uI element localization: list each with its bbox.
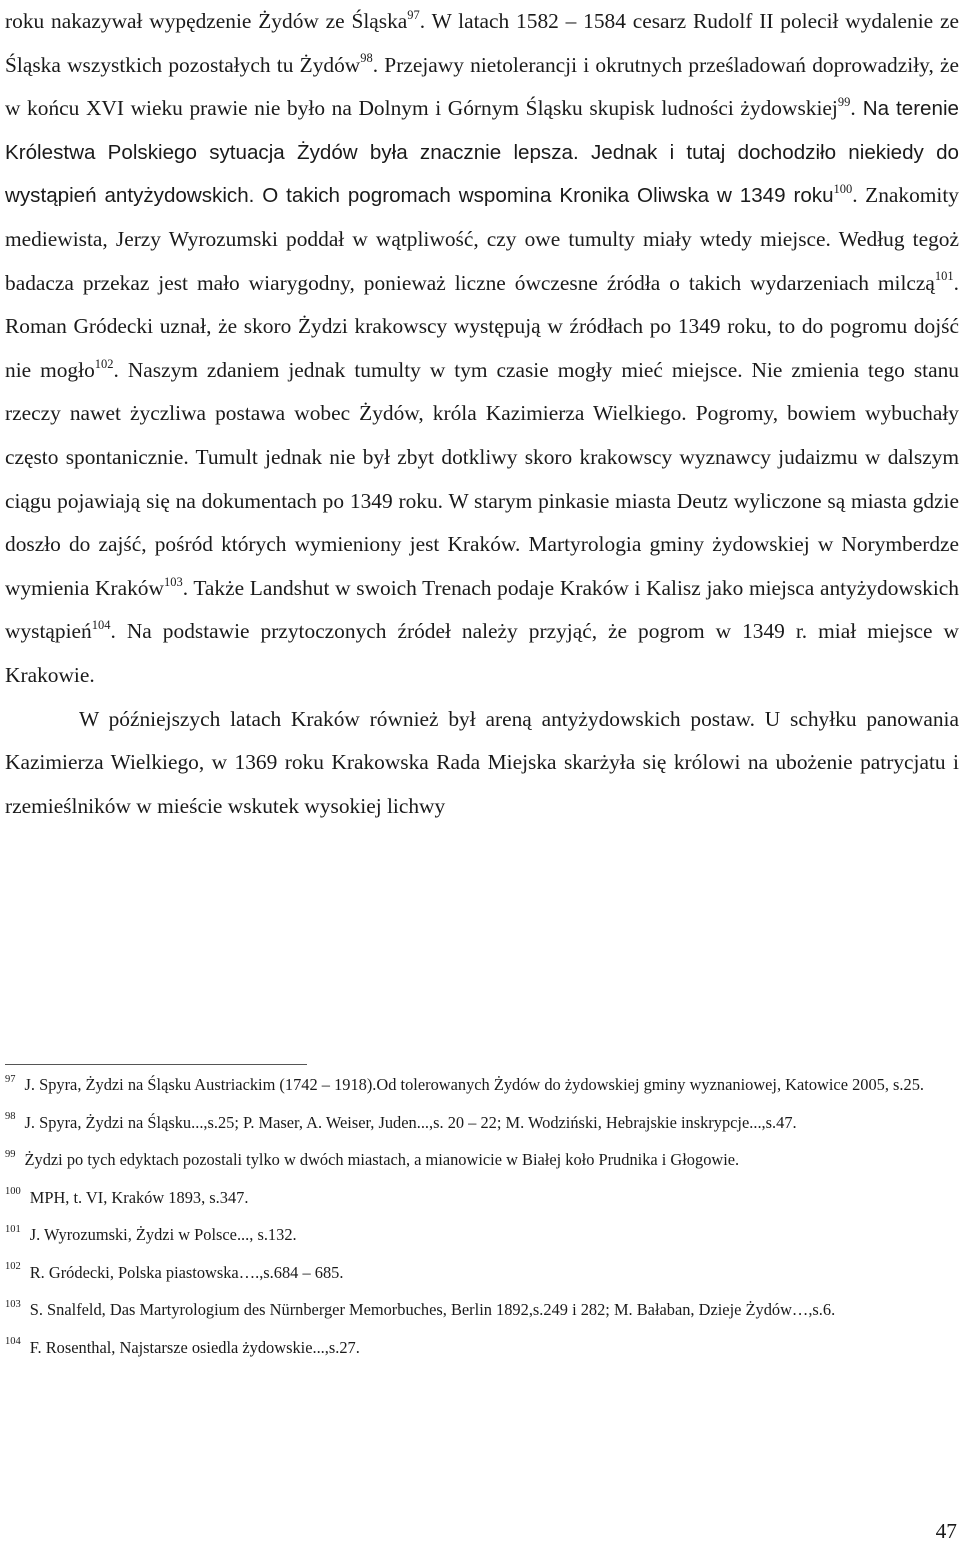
footnote-97 [5,1071,959,1100]
footnote-ref-102[interactable]: 102 [94,356,114,371]
footnote-ref-98[interactable]: 98 [360,51,373,66]
footnote-text: F. Rosenthal, Najstarsze osiedla żydowskie...,s.27. [29,1337,360,1357]
footnote-100 [5,1184,959,1213]
footnote-number: 100 [5,1186,21,1198]
footnote-number: 102 [5,1261,21,1273]
footnote-text: J. Spyra, Żydzi na Śląsku Austriackim (1742 – 1918).Od tolerowanych Żydów do żydowskiej gminy wyznaniowej, Katowice 2005, s.25. [24,1075,925,1094]
footnote-ref-103[interactable]: 103 [163,574,183,589]
main-text [5,0,959,828]
footnote-ref-101[interactable]: 101 [934,269,954,284]
footnote-number: 99 [5,1148,16,1160]
footnote-text: R. Gródecki, Polska piastowska….,s.684 – 685. [29,1262,344,1282]
text-run: . Na podstawie przytoczonych źródeł należy przyjąć, że pogrom w 1349 r. miał miejsce w Krakowie. [5,619,959,687]
footnote-101 [5,1221,959,1250]
footnote-text: Żydzi po tych edyktach pozostali tylko w dwóch miastach, a mianowicie w Białej koło Prudnika i Głogowie. [24,1150,740,1169]
footnote-number: 98 [5,1111,16,1123]
footnote-number: 104 [5,1336,21,1348]
footnote-ref-97[interactable]: 97 [407,7,420,22]
paragraph-1 [5,0,959,698]
paragraph-2: W późniejszych latach Kraków również był areną antyżydowskich postaw. U schyłku panowania Kazimierza Wielkiego, w 1369 roku Krakowska Rada Miejska skarżyła się królowi na ubożenie patrycjatu i rzemieślników w mieście wskutek wysokiej lichwy [5,706,959,818]
footnote-number: 103 [5,1298,21,1310]
footnote-ref-104[interactable]: 104 [91,618,111,633]
footnote-104 [5,1334,959,1363]
footnote-ref-100[interactable]: 100 [833,182,853,197]
footnotes [5,1071,959,1371]
text-run: . Roman Gródecki uznał, że skoro Żydzi krakowscy występują w źródłach po 1349 roku, to do pogromu dojść nie mogło [5,270,959,382]
text-run: . Znakomity mediewista, Jerzy Wyrozumski poddał w wątpliwość, czy owe tumulty miały wtedy miejsce. Według tegoż badacza przekaz jest mało wiarygodny, ponieważ liczne ówczesne źródła o takich wydarzeniach milczą [5,183,960,295]
footnote-number: 101 [5,1223,21,1235]
footnote-text: J. Spyra, Żydzi na Śląsku...,s.25; P. Maser, A. Weiser, Juden...,s. 20 – 22; M. Wodziński, Hebrajskie inskrypcje...,s.47. [24,1112,797,1132]
footnote-99 [5,1146,959,1175]
text-run: . [850,96,856,121]
footnote-text: J. Wyrozumski, Żydzi w Polsce..., s.132. [29,1225,297,1244]
footnote-103 [5,1296,959,1325]
footnote-text: MPH, t. VI, Kraków 1893, s.347. [29,1187,249,1207]
text-run: . W latach 1582 – 1584 cesarz Rudolf II polecił wydalenie ze Śląska wszystkich pozostałych tu Żydów [5,9,959,77]
footnote-number: 97 [5,1073,16,1085]
text-run: . Także Landshut w swoich Trenach podaje Kraków i Kalisz jako miejsca antyżydowskich wystąpień [5,575,959,644]
footnote-separator [5,1064,307,1065]
footnote-102 [5,1259,959,1288]
text-run: . Naszym zdaniem jednak tumulty w tym czasie mogły mieć miejsce. Nie zmienia tego stanu rzeczy nawet życzliwa postawa wobec Żydów, króla Kazimierza Wielkiego. Pogromy, bowiem wybuchały często spontanicznie. Tumult jednak nie był zbyt dotkliwy skoro krakowscy wyznawcy judaizmu w dalszym ciągu pojawiają się na dokumentach po 1349 roku. W starym pinkasie miasta Deutz wyliczone są miasta gdzie doszło do zajść, pośród których wymieniony jest Kraków. Martyrologia gminy żydowskiej w Norymberdze wymienia Kraków [5,357,959,600]
text-run: . Przejawy nietolerancji i okrutnych prześladowań doprowadziły, że w końcu XVI wieku prawie nie było na Dolnym i Górnym Śląsku skupisk ludności żydowskiej [5,52,960,121]
text-run-sans: Na terenie Królestwa Polskiego sytuacja Żydów była znacznie lepsza. Jednak i tutaj dochodziło niekiedy do wystąpień antyżydowskich. O takich pogromach wspomina Kronika Oliwska w 1349 roku [5,97,959,208]
footnote-text: S. Snalfeld, Das Martyrologium des Nürnberger Memorbuches, Berlin 1892,s.249 i 282; M. Bałaban, Dzieje Żydów…,s.6. [29,1300,836,1319]
page-number: 47 [935,1519,957,1543]
text-run: roku nakazywał wypędzenie Żydów ze Śląska [5,9,408,33]
footnote-ref-99[interactable]: 99 [837,95,851,110]
footnote-98 [5,1109,959,1138]
